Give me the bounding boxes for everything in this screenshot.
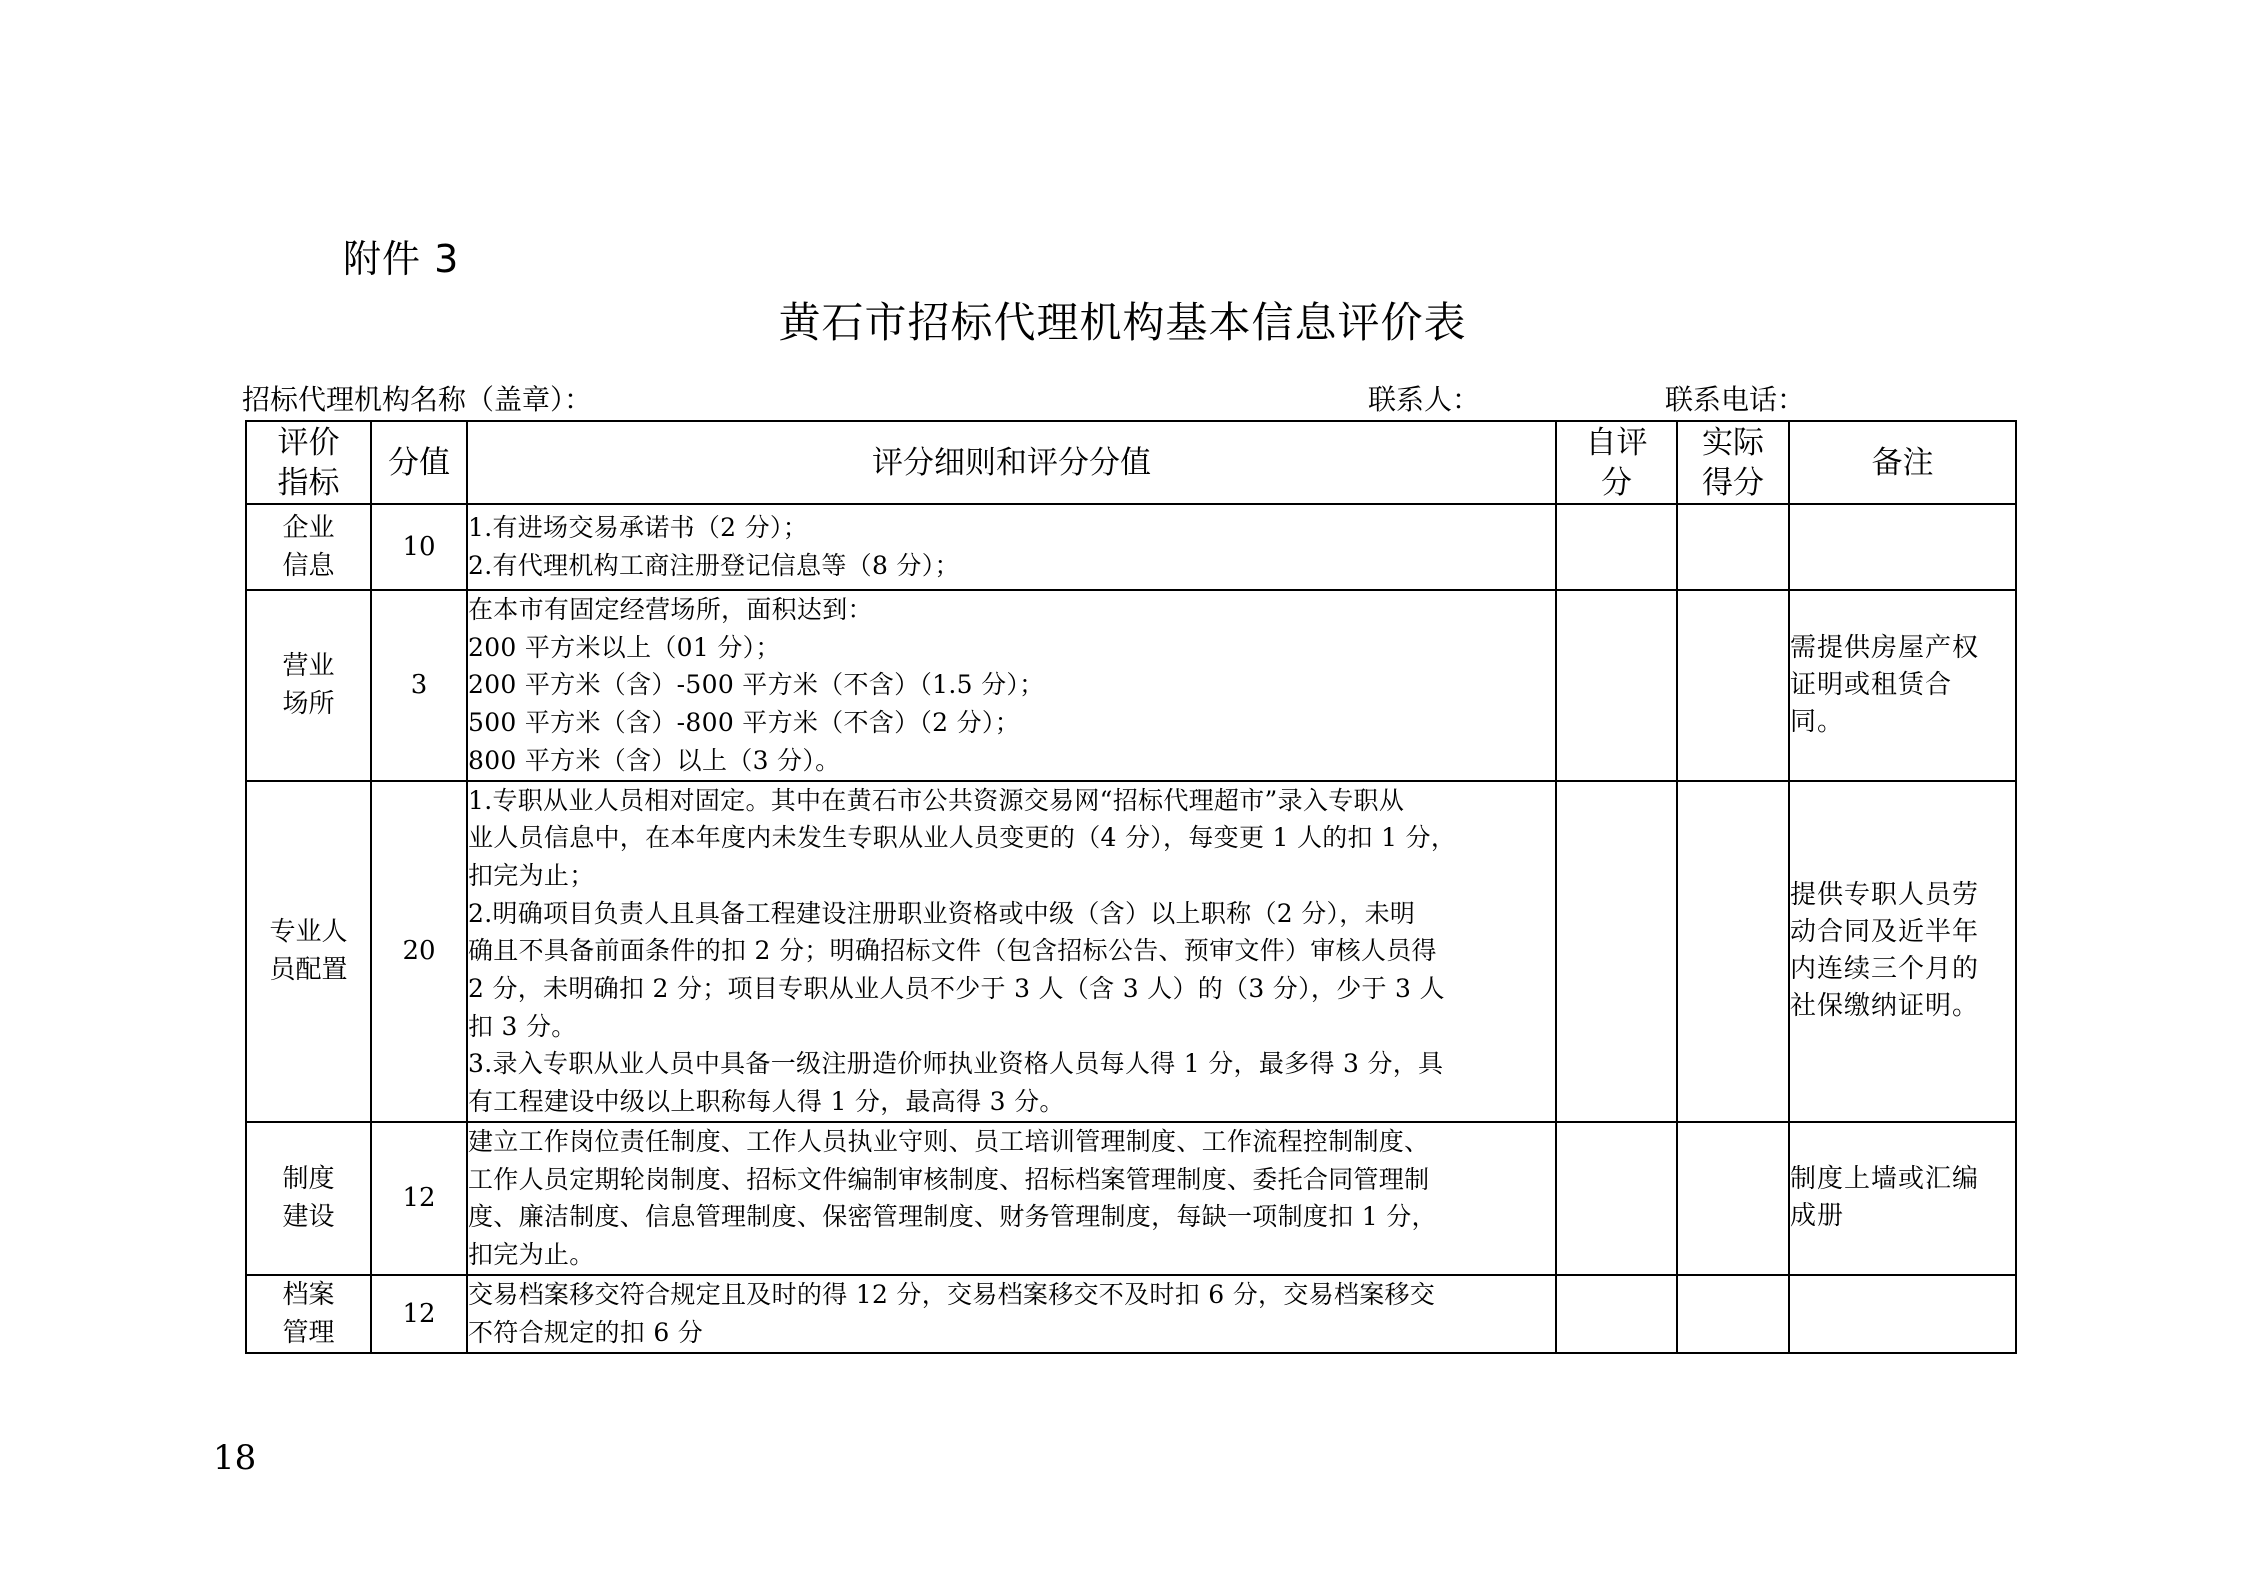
page-title: 黄石市招标代理机构基本信息评价表 — [778, 298, 1467, 347]
row-note: 提供专职人员劳 动合同及近半年 内连续三个月的 社保缴纳证明。 — [1789, 781, 2016, 1122]
actual-score-cell[interactable] — [1677, 504, 1789, 590]
row-score: 12 — [371, 1122, 467, 1275]
self-score-cell[interactable] — [1556, 1275, 1677, 1353]
org-name-label: 招标代理机构名称（盖章）： — [242, 383, 593, 416]
row-note — [1789, 1275, 2016, 1353]
attachment-label: 附件 3 — [343, 237, 460, 281]
contact-person-label: 联系人： — [1368, 383, 1481, 416]
self-score-cell[interactable] — [1556, 504, 1677, 590]
row-rules: 1.有进场交易承诺书（2 分）； 2.有代理机构工商注册登记信息等（8 分）； — [467, 504, 1556, 590]
row-rules: 交易档案移交符合规定且及时的得 12 分，交易档案移交不及时扣 6 分，交易档案移交 不符合规定的扣 6 分 — [467, 1275, 1556, 1353]
table-row-archive-management — [246, 1275, 2016, 1353]
row-note: 需提供房屋产权 证明或租赁合 同。 — [1789, 590, 2016, 781]
row-score: 10 — [371, 504, 467, 590]
self-score-cell[interactable] — [1556, 781, 1677, 1122]
table-row-enterprise-info — [246, 504, 2016, 590]
evaluation-table — [245, 420, 2017, 1354]
table-row-system-construction — [246, 1122, 2016, 1275]
header-indicator: 评价 指标 — [246, 421, 371, 504]
actual-score-cell[interactable] — [1677, 1122, 1789, 1275]
header-rules: 评分细则和评分分值 — [467, 421, 1556, 504]
row-indicator: 营业 场所 — [246, 590, 371, 781]
row-indicator: 档案 管理 — [246, 1275, 371, 1353]
header-note: 备注 — [1789, 421, 2016, 504]
actual-score-cell[interactable] — [1677, 781, 1789, 1122]
row-rules: 1.专职从业人员相对固定。其中在黄石市公共资源交易网“招标代理超市”录入专职从 业人员信息中，在本年度内未发生专职从业人员变更的（4 分），每变更 1 人的扣 1 分， 扣完为止； 2.明确项目负责人且具备工程建设注册职业资格或中级（含）以上职称（2 分），未明 确且不具备前面条件的扣 2 分；明确招标文件（包含招标公告、预审文件）审核人员得 2 分，未明确扣 2 分；项目专职从业人员不少于 3 人（含 3 人）的（3 分），少于 3 人 扣 3 分。 3.录入专职从业人员中具备一级注册造价师执业资格人员每人得 1 分，最多得 3 分，具 有工程建设中级以上职称每人得 1 分，最高得 3 分。 — [467, 781, 1556, 1122]
header-actual-score: 实际 得分 — [1677, 421, 1789, 504]
actual-score-cell[interactable] — [1677, 1275, 1789, 1353]
table-header-row — [246, 421, 2016, 504]
page-number: 18 — [213, 1438, 257, 1478]
row-indicator: 专业人 员配置 — [246, 781, 371, 1122]
row-indicator: 制度 建设 — [246, 1122, 371, 1275]
self-score-cell[interactable] — [1556, 590, 1677, 781]
table-row-staffing — [246, 781, 2016, 1122]
header-self-score: 自评 分 — [1556, 421, 1677, 504]
table-row-business-premises — [246, 590, 2016, 781]
actual-score-cell[interactable] — [1677, 590, 1789, 781]
row-note: 制度上墙或汇编 成册 — [1789, 1122, 2016, 1275]
self-score-cell[interactable] — [1556, 1122, 1677, 1275]
header-score: 分值 — [371, 421, 467, 504]
row-note — [1789, 504, 2016, 590]
row-indicator: 企业 信息 — [246, 504, 371, 590]
row-rules: 建立工作岗位责任制度、工作人员执业守则、员工培训管理制度、工作流程控制制度、 工作人员定期轮岗制度、招标文件编制审核制度、招标档案管理制度、委托合同管理制 度、廉洁制度、信息管理制度、保密管理制度、财务管理制度，每缺一项制度扣 1 分， 扣完为止。 — [467, 1122, 1556, 1275]
row-rules: 在本市有固定经营场所，面积达到： 200 平方米以上（01 分）； 200 平方米（含）-500 平方米（不含）（1.5 分）； 500 平方米（含）-800 平方米（不含）（2 分）； 800 平方米（含）以上（3 分）。 — [467, 590, 1556, 781]
contact-phone-label: 联系电话： — [1665, 383, 1806, 416]
row-score: 12 — [371, 1275, 467, 1353]
row-score: 20 — [371, 781, 467, 1122]
row-score: 3 — [371, 590, 467, 781]
